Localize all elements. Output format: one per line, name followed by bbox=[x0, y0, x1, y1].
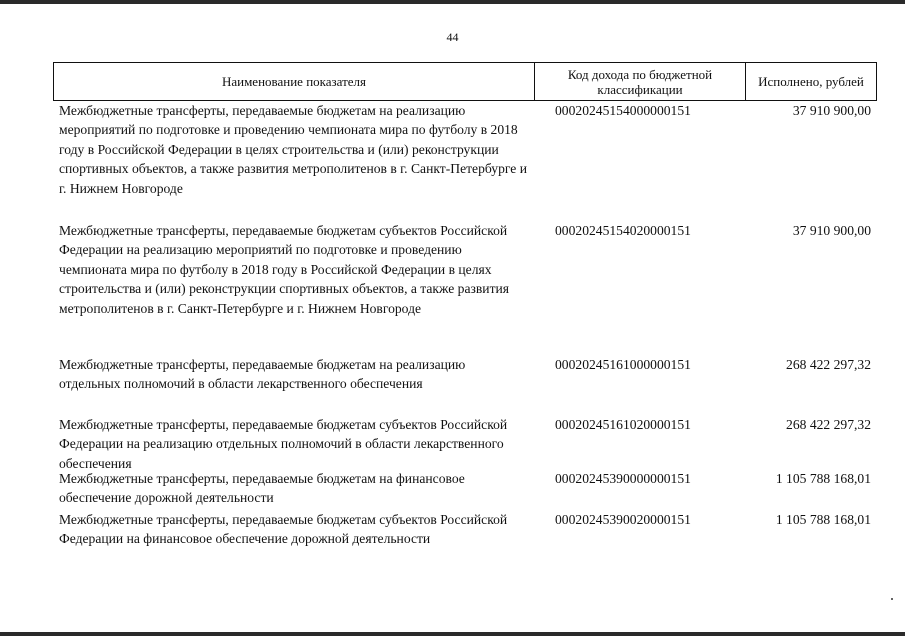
table-row bbox=[53, 355, 877, 415]
executed-amount: 1 105 788 168,01 bbox=[775, 512, 871, 527]
table-header bbox=[53, 62, 877, 101]
indicator-name: Межбюджетные трансферты, передаваемые бюджетам на реализацию мероприятий по подготовке и проведению чемпионата мира по футболу в 2018 году в Российской Федерации в целях строительства и (или) реконструкции спортивных объектов, а также развития метрополитенов в г. Санкт-Петербурге и г. Нижнем Новгороде bbox=[59, 103, 527, 196]
table-body bbox=[53, 101, 877, 570]
header-indicator-name: Наименование показателя bbox=[221, 74, 367, 89]
table-row bbox=[53, 101, 877, 221]
header-executed-amount: Исполнено, рублей bbox=[745, 63, 876, 100]
executed-amount: 37 910 900,00 bbox=[792, 223, 871, 238]
income-code: 00020245390020000151 bbox=[555, 512, 691, 527]
table-row bbox=[53, 415, 877, 469]
page-number: 44 bbox=[446, 30, 459, 44]
indicator-name: Межбюджетные трансферты, передаваемые бюджетам на реализацию отдельных полномочий в области лекарственного обеспечения bbox=[59, 357, 466, 392]
indicator-name: Межбюджетные трансферты, передаваемые бюджетам субъектов Российской Федерации на финансовое обеспечение дорожной деятельности bbox=[59, 512, 508, 547]
income-code: 00020245390000000151 bbox=[555, 471, 691, 486]
indicator-name: Межбюджетные трансферты, передаваемые бюджетам субъектов Российской Федерации на реализацию отдельных полномочий в области лекарственного обеспечения bbox=[59, 417, 508, 471]
indicator-name: Межбюджетные трансферты, передаваемые бюджетам на финансовое обеспечение дорожной деятельности bbox=[59, 471, 465, 506]
income-code: 00020245161020000151 bbox=[555, 417, 691, 432]
executed-amount: 268 422 297,32 bbox=[786, 357, 871, 372]
indicator-name: Межбюджетные трансферты, передаваемые бюджетам субъектов Российской Федерации на реализацию мероприятий по подготовке и проведению чемпионата мира по футболу в 2018 году в Российской Федерации в целях строительства и (или) реконструкции спортивных объектов, а также развития метрополитенов в г. Санкт-Петербурге и г. Нижнем Новгороде bbox=[59, 223, 510, 316]
bottom-border-rule bbox=[0, 632, 905, 636]
table-row bbox=[53, 221, 877, 355]
executed-amount: 268 422 297,32 bbox=[786, 417, 871, 432]
executed-amount: 1 105 788 168,01 bbox=[775, 471, 871, 486]
income-code: 00020245154020000151 bbox=[555, 223, 691, 238]
header-income-code: Код дохода по бюджетной классификации bbox=[534, 63, 745, 100]
income-code: 00020245161000000151 bbox=[555, 357, 691, 372]
table-row bbox=[53, 510, 877, 570]
top-border-rule bbox=[0, 0, 905, 4]
table-row bbox=[53, 469, 877, 510]
income-code: 00020245154000000151 bbox=[555, 103, 691, 118]
scan-speck bbox=[891, 598, 893, 600]
executed-amount: 37 910 900,00 bbox=[792, 103, 871, 118]
